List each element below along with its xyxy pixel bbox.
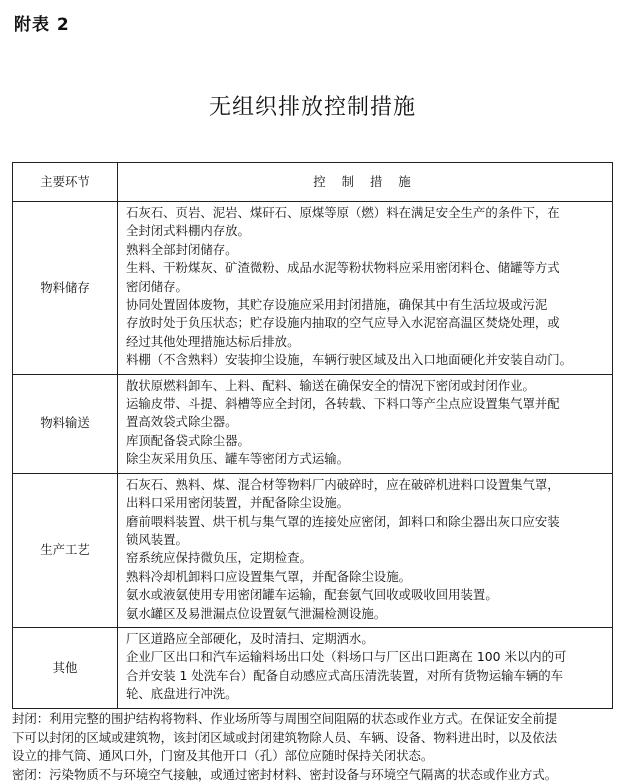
table-header-row — [13, 163, 613, 202]
measure-line: 石灰石、页岩、泥岩、煤矸石、原煤等原（燃）料在满足安全生产的条件下，在 — [126, 205, 560, 220]
measure-line: 全封闭式料棚内存放。 — [126, 223, 250, 239]
footnote-line: 密闭：污染物质不与环境空气接触，或通过密封材料、密封设备与环境空气隔离的状态或作业方式。 — [12, 766, 558, 782]
measure-line: 熟料全部封闭储存。 — [126, 241, 238, 257]
table-row — [13, 374, 613, 473]
footnote-line: 设立的排气筒、通风口外，门窗及其他开口（孔）部位应随时保持关闭状态。 — [12, 748, 434, 764]
measure-line: 运输皮带、斗提、斜槽等应全封闭，各转载、下料口等产尘点应设置集气罩并配 — [126, 396, 560, 412]
measures-cell — [118, 473, 613, 627]
measure-line: 轮、底盘进行冲洗。 — [126, 686, 238, 702]
measure-line: 厂区道路应全部硬化，及时清扫、定期洒水。 — [126, 630, 374, 646]
control-measures-table — [12, 162, 613, 709]
measure-line: 氨水罐区及易泄漏点位设置氨气泄漏检测设施。 — [126, 605, 387, 621]
measure-line: 氨水或液氨使用专用密闭罐车运输，配套氨气回收或吸收回用装置。 — [126, 587, 498, 603]
footnote-line: 封闭：利用完整的围护结构将物料、作业场所等与周围空间阻隔的状态或作业方式。在保证安全前提 — [12, 711, 558, 726]
measures-cell — [118, 202, 613, 375]
footnotes — [12, 710, 612, 784]
stage-cell: 物料储存 — [13, 202, 118, 375]
measure-line: 置高效袋式除尘器。 — [126, 414, 238, 430]
measure-line: 协同处置固体废物，其贮存设施应采用封闭措施，确保其中有生活垃圾或污泥 — [126, 297, 548, 313]
measure-line: 锁风装置。 — [126, 531, 188, 547]
measure-line: 出料口采用密闭装置，并配备除尘设施。 — [126, 495, 350, 511]
measure-line: 密闭储存。 — [126, 278, 188, 294]
measure-line: 散状原燃料卸车、上料、配料、输送在确保安全的情况下密闭或封闭作业。 — [126, 377, 535, 393]
document-title: 无组织排放控制措施 — [208, 95, 416, 120]
stage-cell: 生产工艺 — [13, 473, 118, 627]
measure-line: 料棚（不含熟料）安装抑尘设施，车辆行驶区域及出入口地面硬化并安装自动门。 — [126, 352, 573, 368]
measure-line: 企业厂区出口和汽车运输料场出口处（料场口与厂区出口距离在 100 米以内的可 — [126, 649, 567, 665]
appendix-label: 附表 2 — [14, 15, 70, 35]
measure-line: 磨前喂料装置、烘干机与集气罩的连接处应密闭，卸料口和除尘器出灰口应安装 — [126, 513, 560, 529]
measure-line: 石灰石、熟料、煤、混合材等物料厂内破碎时，应在破碎机进料口设置集气罩， — [126, 476, 560, 492]
measure-line: 库顶配备袋式除尘器。 — [126, 432, 250, 448]
measures-cell — [118, 627, 613, 708]
stage-cell: 其他 — [13, 627, 118, 708]
table-row — [13, 473, 613, 627]
table-row — [13, 202, 613, 375]
measure-line: 除尘灰采用负压、罐车等密闭方式运输。 — [126, 451, 350, 467]
measure-line: 经过其他处理措施达标后排放。 — [126, 333, 300, 349]
table-row — [13, 627, 613, 708]
measure-line: 熟料冷却机卸料口应设置集气罩，并配备除尘设施。 — [126, 568, 411, 584]
measure-line: 存放时处于负压状态；贮存设施内抽取的空气应导入水泥窑高温区焚烧处理，或 — [126, 315, 560, 331]
measure-line: 生料、干粉煤灰、矿渣微粉、成品水泥等粉状物料应采用密闭料仓、储罐等方式 — [126, 260, 560, 276]
measure-line: 合并安装 1 处洗车台）配备自动感应式高压清洗装置，对所有货物运输车辆的车 — [126, 667, 564, 683]
measure-line: 窑系统应保持微负压，定期检查。 — [126, 550, 312, 566]
column-header-measures: 控 制 措 施 — [118, 163, 613, 202]
stage-cell: 物料输送 — [13, 374, 118, 473]
column-header-stage: 主要环节 — [13, 163, 118, 202]
measures-cell — [118, 374, 613, 473]
footnote-line: 下可以封闭的区域或建筑物，该封闭区域或封闭建筑物除人员、车辆、设备、物料进出时，以及依法 — [12, 729, 558, 745]
